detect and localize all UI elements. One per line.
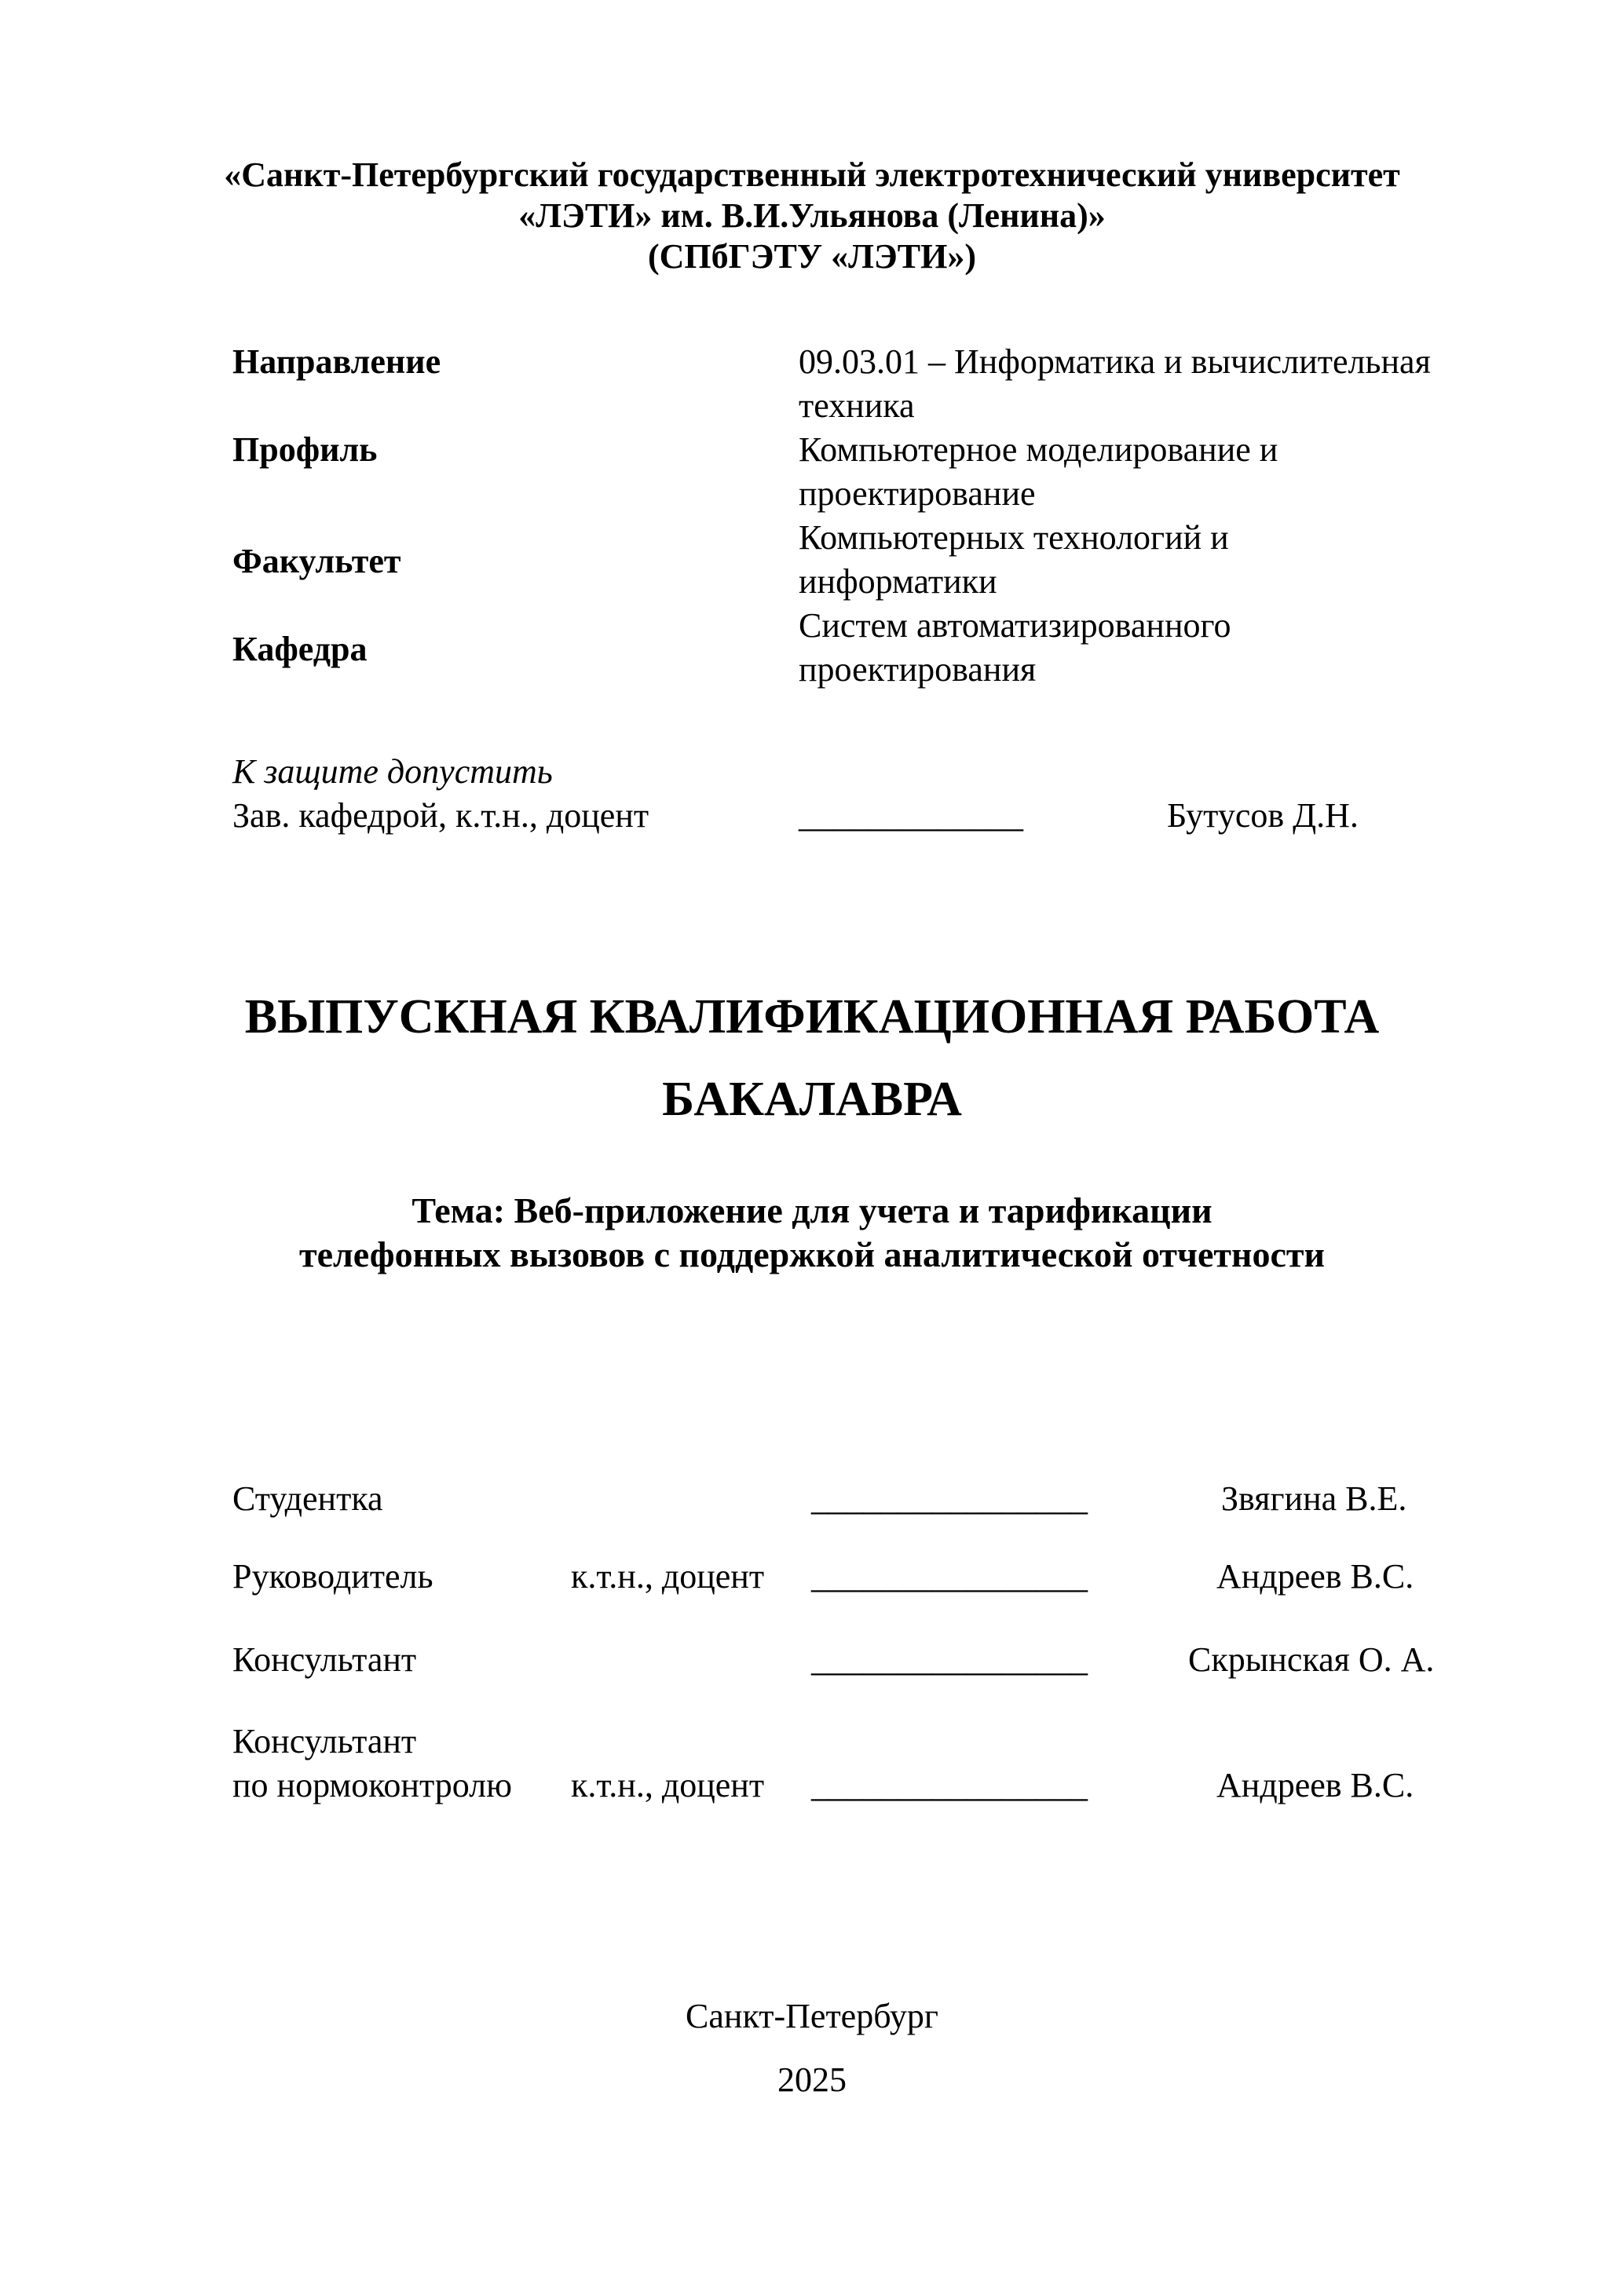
faculty-value-line-2: информатики (799, 562, 997, 601)
student-role: Студентка (232, 1479, 383, 1518)
direction-value-line-2: техника (799, 386, 915, 425)
normcontrol-signature-line: ________________ (811, 1766, 1088, 1804)
department-head-role: Зав. кафедрой, к.т.н., доцент (232, 796, 649, 835)
supervisor-signature-line: ________________ (811, 1557, 1088, 1596)
normcontrol-role-line-2: по нормоконтролю (232, 1766, 512, 1804)
approval-note: К защите допустить (232, 752, 553, 791)
direction-label: Направление (232, 342, 441, 381)
profile-label: Профиль (232, 430, 378, 469)
department-label: Кафедра (232, 630, 368, 668)
topic-line-2: телефонных вызовов с поддержкой аналитической отчетности (298, 1234, 1325, 1274)
student-signature-line: ________________ (811, 1479, 1088, 1518)
university-name-line-1: «Санкт-Петербургский государственный электротехнический университет (224, 155, 1400, 194)
profile-value-line-1: Компьютерное моделирование и (799, 430, 1278, 469)
profile-value-line-2: проектирование (799, 474, 1036, 513)
department-value-line-1: Систем автоматизированного (799, 606, 1231, 645)
supervisor-role: Руководитель (232, 1557, 433, 1596)
normcontrol-role-line-1: Консультант (232, 1722, 417, 1760)
department-head-signature-line: _____________ (799, 796, 1023, 835)
city: Санкт-Петербург (686, 1997, 938, 2035)
consultant-name: Скрынская О. А. (1188, 1640, 1435, 1679)
direction-value-line-1: 09.03.01 – Информатика и вычислительная (799, 342, 1431, 381)
department-head-name: Бутусов Д.Н. (1167, 796, 1359, 835)
university-abbreviation: (СПбГЭТУ «ЛЭТИ») (648, 237, 976, 276)
university-name-line-2: «ЛЭТИ» им. В.И.Ульянова (Ленина)» (518, 196, 1106, 235)
faculty-label: Факультет (232, 542, 401, 580)
title-line-1: ВЫПУСКНАЯ КВАЛИФИКАЦИОННАЯ РАБОТА (244, 990, 1380, 1044)
supervisor-name: Андреев В.С. (1216, 1557, 1414, 1596)
normcontrol-name: Андреев В.С. (1216, 1766, 1414, 1804)
supervisor-degree: к.т.н., доцент (571, 1557, 765, 1596)
consultant-signature-line: ________________ (811, 1640, 1088, 1679)
faculty-value-line-1: Компьютерных технологий и (799, 518, 1229, 557)
topic-line-1: Тема: Веб-приложение для учета и тарификации (411, 1190, 1213, 1230)
department-value-line-2: проектирования (799, 650, 1037, 689)
normcontrol-degree: к.т.н., доцент (571, 1766, 765, 1804)
year: 2025 (777, 2060, 847, 2099)
consultant-role: Консультант (232, 1640, 417, 1679)
title-line-2: БАКАЛАВРА (662, 1073, 962, 1126)
student-name: Звягина В.Е. (1221, 1479, 1407, 1518)
